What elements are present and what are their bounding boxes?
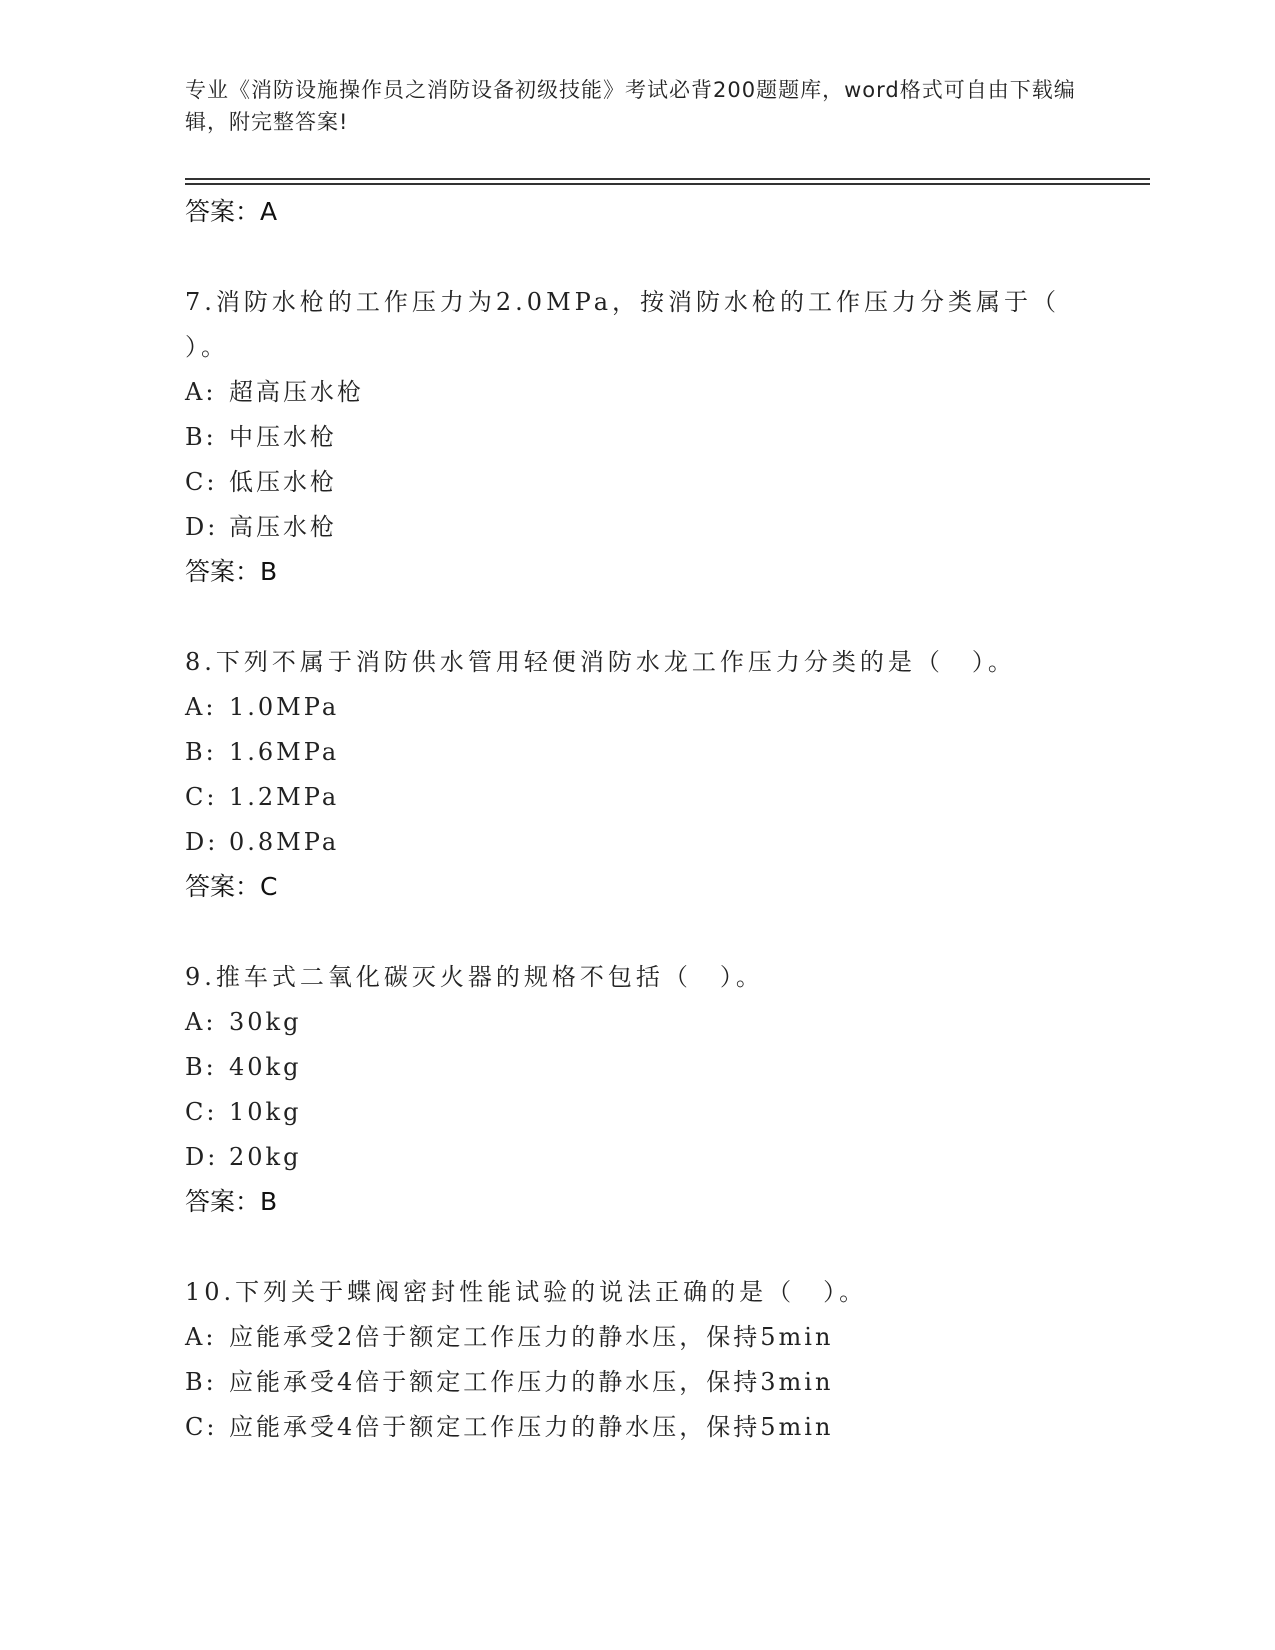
option-d: D: 20kg [185, 1143, 302, 1171]
header-divider-bottom [185, 183, 1150, 185]
answer-line: 答案：C [185, 872, 278, 901]
option-b: B: 1.6MPa [185, 738, 340, 766]
option-b: B: 40kg [185, 1053, 302, 1081]
question-block [185, 955, 1145, 1224]
page-header: 专业《消防设施操作员之消防设备初级技能》考试必背200题题库，word格式可自由下载编辑，附完整答案! [185, 78, 1076, 134]
header-divider-top [185, 178, 1150, 180]
question-stem: 8.下列不属于消防供水管用轻便消防水龙工作压力分类的是（ ）。 [185, 648, 1016, 676]
question-block [185, 1270, 1145, 1450]
question-stem: 7.消防水枪的工作压力为2.0MPa，按消防水枪的工作压力分类属于（ ）。 [185, 288, 1117, 361]
question-list [185, 190, 1145, 1450]
option-d: D: 高压水枪 [185, 513, 337, 541]
question-block [185, 280, 1145, 594]
option-c: C: 低压水枪 [185, 468, 337, 496]
option-c: C: 10kg [185, 1098, 302, 1126]
option-a: A: 30kg [185, 1008, 302, 1036]
answer-line: 答案：A [185, 197, 278, 226]
answer-line: 答案：B [185, 557, 278, 586]
answer-line: 答案：B [185, 1187, 278, 1216]
question-stem: 9.推车式二氧化碳灭火器的规格不包括（ ）。 [185, 963, 764, 991]
option-c: C: 应能承受4倍于额定工作压力的静水压，保持5min [185, 1413, 834, 1441]
option-b: B: 中压水枪 [185, 423, 337, 451]
question-stem: 10.下列关于蝶阀密封性能试验的说法正确的是（ ）。 [185, 1278, 868, 1306]
question-block [185, 640, 1145, 909]
option-b: B: 应能承受4倍于额定工作压力的静水压，保持3min [185, 1368, 834, 1396]
option-a: A: 超高压水枪 [185, 378, 364, 406]
option-d: D: 0.8MPa [185, 828, 340, 856]
option-a: A: 应能承受2倍于额定工作压力的静水压，保持5min [185, 1323, 834, 1351]
option-a: A: 1.0MPa [185, 693, 340, 721]
option-c: C: 1.2MPa [185, 783, 340, 811]
